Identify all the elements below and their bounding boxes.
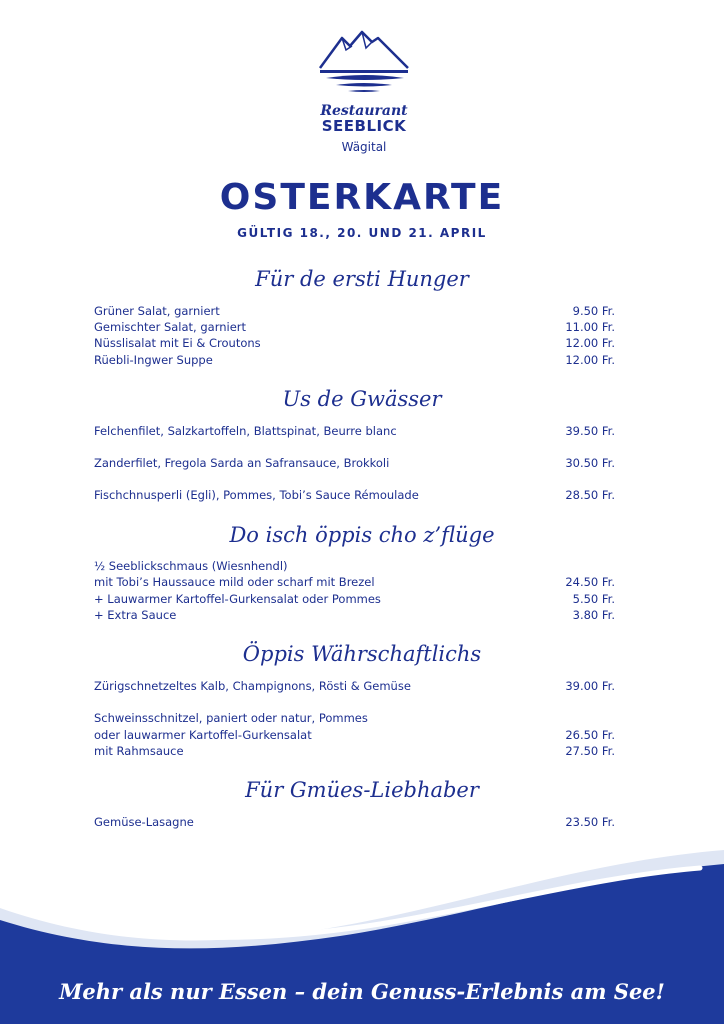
menu-item xyxy=(94,303,615,319)
footer-slogan: Mehr als nur Essen – dein Genuss-Erlebnis am See! xyxy=(59,979,665,1004)
menu-item xyxy=(94,591,615,607)
menu-item xyxy=(94,574,615,590)
menu-item xyxy=(94,607,615,623)
menu-item-name: Gemischter Salat, garniert xyxy=(94,320,247,334)
menu-item-price: 28.50 Fr. xyxy=(565,488,615,502)
section-title-hearty: Öppis Währschaftlichs xyxy=(242,642,482,666)
menu-item-name: Nüsslisalat mit Ei & Croutons xyxy=(94,336,261,350)
menu-item xyxy=(94,335,615,351)
section-title-starters: Für de ersti Hunger xyxy=(255,267,469,291)
logo-place-text: Wägital xyxy=(341,140,387,154)
logo-name-text: SEEBLICK xyxy=(321,117,407,135)
menu-item-name: oder lauwarmer Kartoffel-Gurkensalat xyxy=(94,728,312,742)
menu-item-name: mit Rahmsauce xyxy=(94,744,184,758)
menu-item-price: 11.00 Fr. xyxy=(565,320,615,334)
menu-item-price: 12.00 Fr. xyxy=(565,336,615,350)
menu-item-name: + Extra Sauce xyxy=(94,608,177,622)
menu-item-price: 12.00 Fr. xyxy=(565,353,615,367)
menu-item-price: 27.50 Fr. xyxy=(565,744,615,758)
menu-item-name: + Lauwarmer Kartoffel-Gurkensalat oder Pommes xyxy=(94,592,381,606)
menu-item-price: 26.50 Fr. xyxy=(565,728,615,742)
section-title-poultry: Do isch öppis cho z’flüge xyxy=(229,523,495,547)
menu-item-price: 39.50 Fr. xyxy=(565,424,615,438)
menu-item-name: Gemüse-Lasagne xyxy=(94,815,194,829)
menu-item-name: Grüner Salat, garniert xyxy=(94,304,220,318)
restaurant-logo xyxy=(312,28,416,154)
menu-item-price: 39.00 Fr. xyxy=(565,679,615,693)
menu-item-price: 3.80 Fr. xyxy=(572,608,615,622)
menu-item xyxy=(94,678,615,694)
page-title: OSTERKARTE xyxy=(219,177,505,218)
menu-item-name: mit Tobi’s Haussauce mild oder scharf mit Brezel xyxy=(94,575,375,589)
menu-item xyxy=(94,423,615,439)
menu-item xyxy=(94,319,615,335)
menu-item-name: Zürigschnetzeltes Kalb, Champignons, Rösti & Gemüse xyxy=(94,679,411,693)
mountain-lake-icon xyxy=(312,28,416,104)
menu-item-name: Fischchnusperli (Egli), Pommes, Tobi’s Sauce Rémoulade xyxy=(94,488,419,502)
section-title-vegetarian: Für Gmües-Liebhaber xyxy=(245,778,479,802)
menu-item xyxy=(94,743,615,759)
menu-item xyxy=(94,558,615,574)
menu-item xyxy=(94,455,615,471)
menu-item-price: 23.50 Fr. xyxy=(565,815,615,829)
menu-item-price: 9.50 Fr. xyxy=(572,304,615,318)
menu-item xyxy=(94,487,615,503)
page-subtitle: GÜLTIG 18., 20. UND 21. APRIL xyxy=(237,226,487,240)
menu-item-name: ½ Seeblickschmaus (Wiesnhendl) xyxy=(94,559,288,573)
menu-item-name: Rüebli-Ingwer Suppe xyxy=(94,353,213,367)
logo-script-text: Restaurant xyxy=(320,103,408,119)
menu-item xyxy=(94,710,615,726)
menu-item-price: 24.50 Fr. xyxy=(565,575,615,589)
menu-item-name: Felchenfilet, Salzkartoffeln, Blattspinat, Beurre blanc xyxy=(94,424,397,438)
menu-item xyxy=(94,352,615,368)
menu-item xyxy=(94,814,615,830)
menu-item-price: 5.50 Fr. xyxy=(572,592,615,606)
menu-item-name: Zanderfilet, Fregola Sarda an Safransauce, Brokkoli xyxy=(94,456,390,470)
menu-item xyxy=(94,727,615,743)
menu-item-price: 30.50 Fr. xyxy=(565,456,615,470)
section-title-fish: Us de Gwässer xyxy=(282,387,442,411)
menu-item-name: Schweinsschnitzel, paniert oder natur, Pommes xyxy=(94,711,368,725)
